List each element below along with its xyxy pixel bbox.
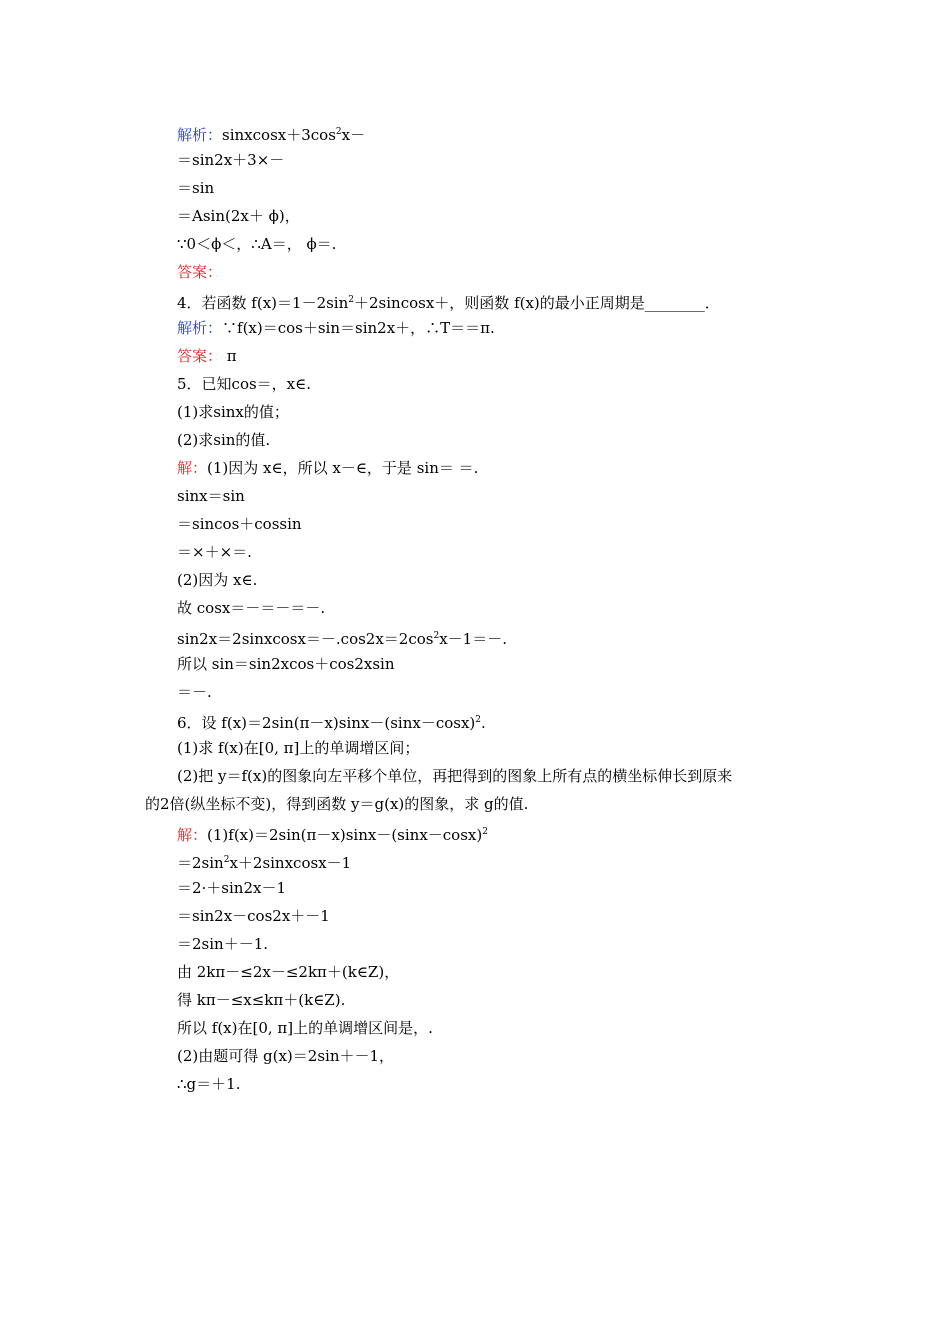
- line-23: (1)求 f(x)在[0, π]上的单调增区间；: [177, 739, 420, 757]
- line-11: (1)求sinx的值；: [177, 403, 289, 421]
- line-25: 的2倍(纵坐标不变)，得到函数 y＝g(x)的图象，求 g的值.: [145, 795, 529, 813]
- line-26: 解：$(1)f(x)=2\sin(\pi-x)\sin x-(\sin x-\cos x)^2$: [177, 826, 488, 844]
- label-analysis: 解析：: [177, 319, 223, 337]
- line-13: 解：(1)因为 x∈，所以 x－∈，于是 sin＝ ＝.: [177, 459, 479, 477]
- label-answer: 答案：: [177, 263, 223, 281]
- line-3: ＝sin: [177, 179, 215, 197]
- line-12: (2)求sin的值.: [177, 431, 271, 449]
- label-analysis: 解析：: [177, 126, 223, 144]
- line-32: 得 kπ－≤x≤kπ＋(k∈Z).: [177, 991, 346, 1009]
- line-35: ∴g＝＋1.: [177, 1075, 241, 1093]
- line-14: sinx＝sin: [177, 487, 245, 505]
- line-24: (2)把 y＝f(x)的图象向左平移个单位，再把得到的图象上所有点的横坐标伸长到原来: [177, 767, 733, 785]
- line-31: 由 2kπ－≤2x－≤2kπ＋(k∈Z)，: [177, 963, 400, 981]
- line-33: 所以 f(x)在[0, π]上的单调增区间是，.: [177, 1019, 433, 1037]
- line-16: ＝×＋×＝.: [177, 543, 252, 561]
- line-10: 5．已知cos＝，x∈.: [177, 375, 312, 393]
- line-17: (2)因为 x∈.: [177, 571, 258, 589]
- line-9: 答案： π: [177, 347, 237, 365]
- line-1: 解析：$sinxcosx+3\cos^2x-$: [177, 126, 366, 144]
- line-28: ＝2·＋sin2x－1: [177, 879, 287, 897]
- line-8: 解析：∵f(x)＝cos＋sin＝sin2x＋，∴T＝＝π.: [177, 319, 495, 337]
- line-2: ＝sin2x＋3×－: [177, 151, 285, 169]
- label-solution: 解：: [177, 826, 208, 844]
- line-15: ＝sincos＋cossin: [177, 515, 302, 533]
- line-27: $=2\sin^2x+2sinxcosx-1$: [177, 854, 352, 872]
- line-29: ＝sin2x－cos2x＋－1: [177, 907, 330, 925]
- line-5: ∵0＜ϕ＜，∴A＝， ϕ＝.: [177, 235, 337, 253]
- line-22: 6．设 $f(x)=2\sin(\pi-x)\sin x-(\sin x-\cos x)^2$.: [177, 714, 486, 732]
- line-19: $\sin 2x=2sinxcosx=-.\cos 2x=2\cos^2x-1=-$.: [177, 630, 507, 648]
- line-4: ＝Asin(2x＋ ϕ)，: [177, 207, 300, 225]
- label-answer: 答案：: [177, 347, 223, 365]
- line-30: ＝2sin＋－1.: [177, 935, 269, 953]
- line-21: ＝－.: [177, 683, 212, 701]
- line-18: 故 cosx＝－＝－＝－.: [177, 599, 326, 617]
- line-34: (2)由题可得 g(x)＝2sin＋－1，: [177, 1047, 395, 1065]
- line-20: 所以 sin＝sin2xcos＋cos2xsin: [177, 655, 395, 673]
- label-solution: 解：: [177, 459, 208, 477]
- line-7: 4．若函数 $f(x)=1-2\sin^2+2sincosx+$，则函数 f(x)的最小正周期是________．: [177, 294, 720, 312]
